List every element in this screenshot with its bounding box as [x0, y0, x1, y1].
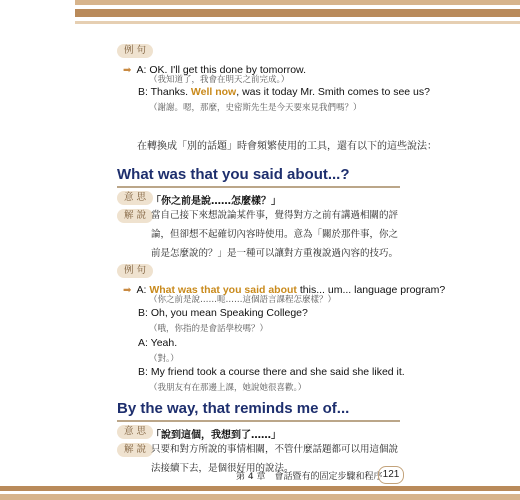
heading-underline: [117, 420, 400, 422]
dialogue-text: A:: [136, 284, 150, 296]
translation: （我朋友有在那邊上課，她說她很喜歡。）: [149, 383, 307, 393]
highlight-phrase: Well now: [190, 86, 237, 98]
translation: （你之前是說……呃……這個語言課程怎麼樣？）: [149, 295, 337, 305]
meaning-text: 「說到這個，我想到了……」: [151, 430, 281, 441]
example-tag: 例 句: [117, 44, 153, 58]
page-number: 121: [378, 466, 404, 484]
explain-tag: 解 說: [117, 209, 153, 223]
example-line-b: [138, 86, 430, 98]
explain-tag: 解 說: [117, 443, 153, 457]
meaning-tag: 意 思: [117, 191, 153, 205]
header-stripe: [75, 21, 520, 24]
dialogue-text: this... um... language program?: [296, 284, 446, 296]
meaning-text: 「你之前是說……怎麼樣？」: [151, 196, 281, 207]
dialogue-text: A: OK. I'll get this done by tomorrow.: [136, 64, 306, 76]
footer-stripe: [0, 494, 520, 500]
dialogue-text: B: Thanks.: [138, 86, 191, 98]
chapter-title: 第 4 章 會話暨有的固定步驟和程序: [236, 472, 383, 482]
dialogue-text: , was it today Mr. Smith comes to see us?: [236, 86, 430, 98]
intro-paragraph: 在轉換成「別的話題」時會頻繁使用的工具，還有以下的這些說法：: [137, 141, 437, 152]
arrow-icon: ➡: [123, 285, 132, 296]
example-line-b: B: Oh, you mean Speaking College?: [138, 307, 308, 319]
translation: （對。）: [149, 354, 179, 364]
explain-text: 只要和對方所說的事情相關，不管什麼話題都可以用這個說法接續下去，是個很好用的說法。: [151, 444, 399, 474]
translation: （我知道了，我會在明天之前完成。）: [149, 75, 290, 85]
translation: （哦，你指的是會話學校嗎？）: [149, 324, 269, 334]
highlight-phrase: What was that you said about: [149, 284, 297, 296]
header-stripe: [75, 9, 520, 17]
meaning-tag: 意 思: [117, 425, 153, 439]
translation: （謝謝。嗯，那麼，史密斯先生是今天要來見我們嗎？）: [149, 103, 362, 113]
example-line-b: B: My friend took a course there and she said she liked it.: [138, 366, 405, 378]
arrow-icon: ➡: [123, 65, 132, 76]
section-heading: By the way, that reminds me of...: [117, 400, 350, 417]
section-heading: What was that you said about...?: [117, 166, 350, 183]
explain-text: 當自己接下來想說論某件事，覺得對方之前有講過相關的評論，但卻想不起確切內容時使用。意為「關於那件事，你之前是怎麼說的？」是一種可以讓對方重複說過內容的技巧。: [151, 210, 399, 259]
heading-underline: [117, 186, 400, 188]
example-tag: 例 句: [117, 264, 153, 278]
example-line-a: A: Yeah.: [138, 337, 178, 349]
